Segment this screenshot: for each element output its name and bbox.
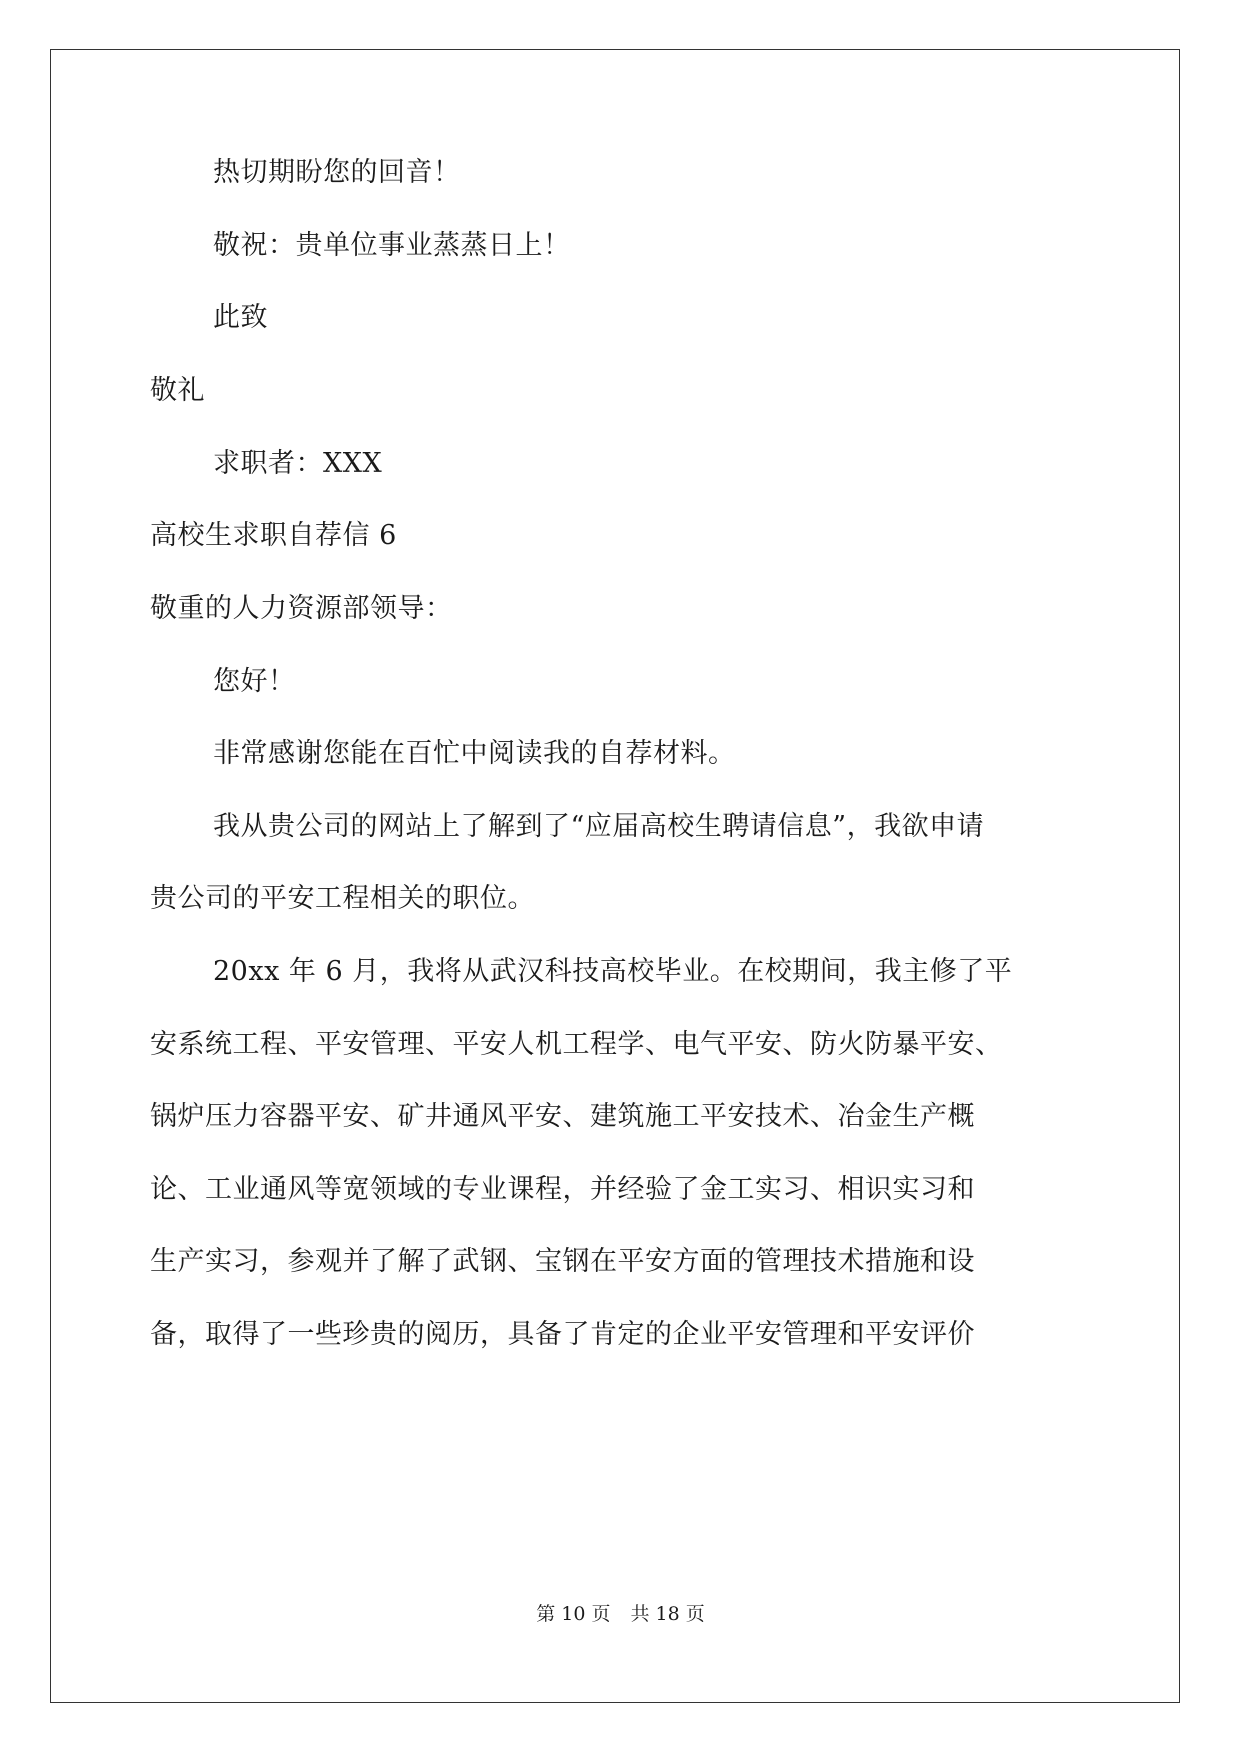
page-number-total: 共 18 页 [630, 1603, 705, 1625]
wishes-line: 敬祝：贵单位事业蒸蒸日上！ [213, 230, 571, 261]
paragraph-line: 生产实习，参观并了解了武钢、宝钢在平安方面的管理技术措施和设 [150, 1246, 975, 1277]
paragraph-line: 论、工业通风等宽领域的专业课程，并经验了金工实习、相识实习和 [150, 1174, 975, 1205]
paragraph-line: 20xx 年 6 月，我将从武汉科技高校毕业。在校期间，我主修了平 [213, 956, 1013, 987]
paragraph-line: 备，取得了一些珍贵的阅历，具备了肯定的企业平安管理和平安评价 [150, 1319, 975, 1350]
paragraph-line: 锅炉压力容器平安、矿井通风平安、建筑施工平安技术、冶金生产概 [150, 1101, 975, 1132]
greeting-addressee: 敬重的人力资源部领导： [150, 593, 453, 624]
page-footer [0, 1602, 1241, 1626]
closing-line: 热切期盼您的回音！ [213, 157, 461, 188]
paragraph-line: 我从贵公司的网站上了解到了“应届高校生聘请信息”，我欲申请 [213, 811, 985, 842]
paragraph-line: 非常感谢您能在百忙中阅读我的自荐材料。 [213, 738, 736, 769]
paragraph-line: 贵公司的平安工程相关的职位。 [150, 883, 535, 914]
regards-line: 敬礼 [150, 375, 205, 406]
page-number-current: 第 10 页 [536, 1603, 611, 1625]
signature-line: 求职者：XXX [213, 448, 383, 479]
salutation-line: 此致 [213, 302, 268, 333]
page-border [50, 49, 1180, 1703]
paragraph-line: 安系统工程、平安管理、平安人机工程学、电气平安、防火防暴平安、 [150, 1029, 1003, 1060]
section-title: 高校生求职自荐信 6 [150, 520, 397, 551]
greeting-line: 您好！ [213, 666, 296, 697]
